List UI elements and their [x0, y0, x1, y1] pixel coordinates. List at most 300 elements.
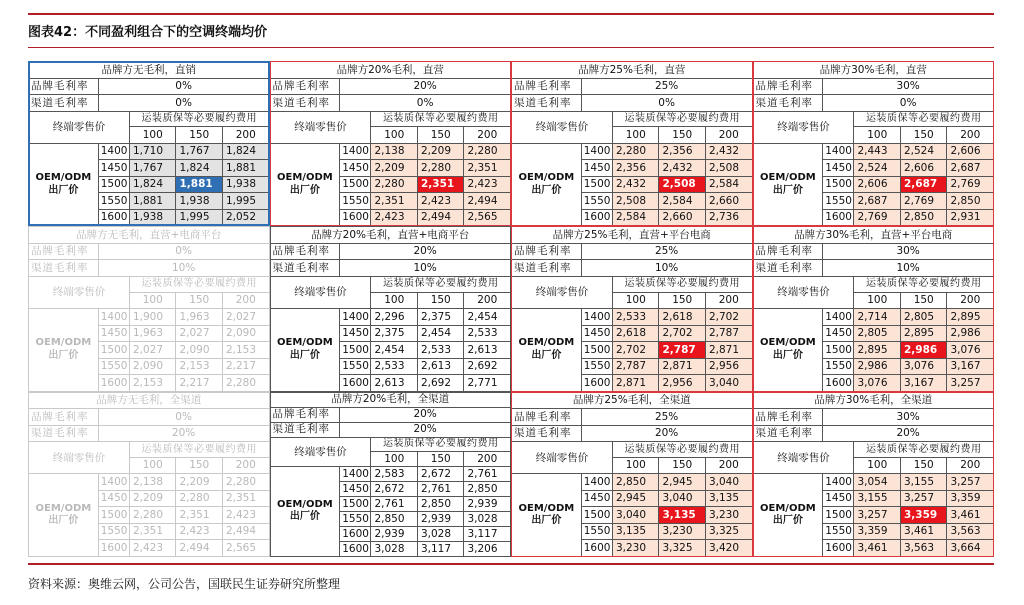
- retail-price-value: 1550: [340, 193, 371, 210]
- retail-price-header: 终端零售价: [29, 111, 130, 143]
- scenario-table: [28, 226, 270, 391]
- fees-header: 运装质保等必要履约费用: [612, 111, 752, 127]
- scenario-title: 品牌方20%毛利，直营+电商平台: [270, 227, 511, 244]
- fee-column-header: 150: [900, 292, 946, 309]
- fee-column-header: 150: [176, 127, 222, 144]
- factory-price-cell: 2,787: [705, 325, 752, 342]
- factory-price-cell: 2,153: [129, 375, 175, 392]
- fee-column-header: 150: [417, 292, 463, 309]
- factory-price-cell: 2,939: [464, 496, 511, 511]
- factory-price-cell: 2,871: [612, 375, 658, 392]
- oem-factory-label: [753, 309, 823, 392]
- factory-price-cell: 3,325: [705, 523, 752, 540]
- factory-price-cell: 2,027: [176, 325, 222, 342]
- channel-margin-value: 20%: [98, 425, 269, 442]
- retail-price-value: 1400: [581, 474, 612, 491]
- factory-price-cell: 2,986: [854, 358, 900, 375]
- retail-price-header: 终端零售价: [270, 111, 371, 143]
- channel-margin-label: 渠道毛利率: [753, 95, 823, 112]
- scenario-title: 品牌方25%毛利，直营: [512, 62, 753, 79]
- retail-price-value: 1450: [581, 325, 612, 342]
- factory-price-cell: 2,217: [222, 358, 269, 375]
- scenario-block: [28, 61, 270, 226]
- factory-price-cell: 3,155: [900, 474, 946, 491]
- factory-price-cell: 2,565: [464, 209, 511, 226]
- factory-price-cell: 2,432: [612, 176, 658, 193]
- fee-column-header: 200: [947, 457, 994, 474]
- factory-price-cell: 3,155: [854, 490, 900, 507]
- factory-price-label: 出厂价: [531, 349, 562, 361]
- fee-column-header: 100: [854, 127, 900, 144]
- factory-price-cell: 2,280: [176, 490, 222, 507]
- factory-price-cell: 2,280: [222, 375, 269, 392]
- factory-price-cell: 2,687: [854, 193, 900, 210]
- factory-price-cell: 2,895: [900, 325, 946, 342]
- factory-price-cell: 3,257: [947, 375, 994, 392]
- scenario-title: 品牌方无毛利，直营+电商平台: [29, 227, 270, 244]
- fee-column-header: 150: [659, 457, 705, 474]
- title-rule: [28, 47, 994, 48]
- retail-price-value: 1550: [98, 523, 129, 540]
- scenario-title: 品牌方20%毛利，直营: [270, 62, 511, 79]
- factory-price-cell: 3,359: [947, 490, 994, 507]
- fees-header: 运装质保等必要履约费用: [129, 276, 269, 292]
- scenario-title: 品牌方20%毛利，全渠道: [270, 392, 511, 407]
- retail-price-header: 终端零售价: [512, 111, 613, 143]
- fee-column-header: 150: [417, 127, 463, 144]
- brand-margin-label: 品牌毛利率: [270, 78, 340, 95]
- fees-header: 运装质保等必要履约费用: [612, 442, 752, 458]
- channel-margin-value: 0%: [340, 95, 511, 112]
- channel-margin-label: 渠道毛利率: [512, 95, 582, 112]
- fee-column-header: 200: [222, 127, 269, 144]
- fee-column-header: 200: [464, 292, 511, 309]
- factory-price-cell: 2,956: [705, 358, 752, 375]
- oem-factory-label: [29, 474, 99, 557]
- factory-price-cell: 2,209: [371, 160, 417, 177]
- retail-price-value: 1450: [581, 490, 612, 507]
- retail-price-header: 终端零售价: [270, 437, 371, 466]
- factory-price-cell: 3,135: [705, 490, 752, 507]
- factory-price-cell: 2,533: [612, 309, 658, 326]
- factory-price-cell: 2,027: [222, 309, 269, 326]
- brand-margin-value: 20%: [340, 243, 511, 260]
- retail-price-header: 终端零售价: [29, 276, 130, 308]
- fee-column-header: 200: [222, 457, 269, 474]
- retail-price-value: 1500: [581, 507, 612, 524]
- factory-price-cell: 2,296: [371, 309, 417, 326]
- factory-price-cell: 2,769: [900, 193, 946, 210]
- scenario-table: [511, 392, 753, 557]
- fee-column-header: 200: [947, 127, 994, 144]
- factory-price-cell: 2,138: [129, 474, 175, 491]
- factory-price-cell: 2,736: [705, 209, 752, 226]
- retail-price-value: 1550: [340, 358, 371, 375]
- factory-price-cell: 2,895: [854, 342, 900, 359]
- retail-price-value: 1450: [340, 160, 371, 177]
- channel-margin-label: 渠道毛利率: [29, 425, 99, 442]
- retail-price-value: 1550: [823, 358, 854, 375]
- factory-price-cell: 2,209: [176, 474, 222, 491]
- brand-margin-label: 品牌毛利率: [753, 409, 823, 426]
- channel-margin-value: 0%: [98, 95, 269, 112]
- factory-price-cell: 2,217: [176, 375, 222, 392]
- factory-price-cell: 2,454: [464, 309, 511, 326]
- factory-price-cell: 3,040: [705, 375, 752, 392]
- retail-price-value: 1400: [340, 466, 371, 481]
- factory-price-cell: 1,995: [222, 193, 269, 210]
- factory-price-cell: 1,767: [129, 160, 175, 177]
- factory-price-cell: 2,508: [705, 160, 752, 177]
- bottom-rule: [28, 563, 994, 565]
- factory-price-label: 出厂价: [289, 511, 320, 523]
- retail-price-value: 1600: [581, 375, 612, 392]
- brand-margin-label: 品牌毛利率: [29, 243, 99, 260]
- factory-price-cell: 2,351: [371, 193, 417, 210]
- factory-price-cell: 3,359: [854, 523, 900, 540]
- channel-margin-label: 渠道毛利率: [512, 260, 582, 277]
- factory-price-cell: 2,524: [854, 160, 900, 177]
- factory-price-cell: 1,881: [222, 160, 269, 177]
- oem-label: OEM/ODM: [760, 172, 816, 184]
- channel-margin-value: 10%: [98, 260, 269, 277]
- retail-price-value: 1500: [581, 176, 612, 193]
- oem-factory-label: [512, 474, 582, 557]
- fees-header: 运装质保等必要履约费用: [371, 437, 511, 451]
- fee-column-header: 100: [612, 457, 658, 474]
- factory-price-cell: 2,423: [129, 540, 175, 557]
- fees-header: 运装质保等必要履约费用: [612, 276, 752, 292]
- factory-price-label: 出厂价: [531, 515, 562, 527]
- factory-price-cell: 2,443: [854, 143, 900, 160]
- factory-price-cell: 2,494: [222, 523, 269, 540]
- factory-price-cell: 2,692: [417, 375, 463, 392]
- brand-margin-label: 品牌毛利率: [270, 407, 340, 422]
- factory-price-cell: 3,359: [900, 507, 946, 524]
- factory-price-cell: 1,824: [222, 143, 269, 160]
- fee-column-header: 200: [464, 127, 511, 144]
- retail-price-value: 1600: [98, 209, 129, 226]
- fee-column-header: 100: [371, 127, 417, 144]
- oem-label: OEM/ODM: [760, 337, 816, 349]
- channel-margin-label: 渠道毛利率: [29, 260, 99, 277]
- retail-price-value: 1600: [340, 541, 371, 556]
- oem-label: OEM/ODM: [35, 172, 92, 184]
- factory-price-cell: 2,769: [854, 209, 900, 226]
- retail-price-value: 1500: [340, 342, 371, 359]
- top-rule: [28, 13, 994, 15]
- scenario-title: 品牌方30%毛利，直营+平台电商: [753, 227, 994, 244]
- factory-price-cell: 2,702: [659, 325, 705, 342]
- retail-price-value: 1450: [581, 160, 612, 177]
- factory-price-cell: 2,423: [176, 523, 222, 540]
- retail-price-value: 1450: [340, 481, 371, 496]
- retail-price-header: 终端零售价: [512, 442, 613, 474]
- factory-price-cell: 3,076: [854, 375, 900, 392]
- brand-margin-value: 0%: [98, 243, 269, 260]
- factory-price-cell: 2,280: [222, 474, 269, 491]
- factory-price-cell: 2,702: [612, 342, 658, 359]
- scenario-table: [28, 61, 270, 226]
- factory-price-cell: 3,167: [900, 375, 946, 392]
- fee-column-header: 100: [854, 292, 900, 309]
- factory-price-cell: 2,606: [947, 143, 994, 160]
- retail-price-value: 1600: [340, 375, 371, 392]
- factory-price-cell: 2,761: [417, 481, 463, 496]
- factory-price-label: 出厂价: [531, 184, 562, 196]
- factory-price-cell: 2,494: [464, 193, 511, 210]
- fee-column-header: 150: [900, 457, 946, 474]
- factory-price-cell: 2,153: [176, 358, 222, 375]
- brand-margin-label: 品牌毛利率: [29, 78, 99, 95]
- fee-column-header: 200: [705, 127, 752, 144]
- channel-margin-label: 渠道毛利率: [270, 422, 340, 437]
- retail-price-value: 1600: [98, 540, 129, 557]
- scenario-title: 品牌方30%毛利，直营: [753, 62, 994, 79]
- scenario-table: [753, 392, 995, 557]
- brand-margin-label: 品牌毛利率: [512, 243, 582, 260]
- factory-price-cell: 2,090: [176, 342, 222, 359]
- factory-price-cell: 2,351: [129, 523, 175, 540]
- factory-price-cell: 2,805: [854, 325, 900, 342]
- factory-price-cell: 2,209: [417, 143, 463, 160]
- factory-price-cell: 2,660: [705, 193, 752, 210]
- factory-price-label: 出厂价: [289, 349, 320, 361]
- scenario-block: [270, 392, 512, 557]
- factory-price-cell: 2,939: [417, 511, 463, 526]
- figure-title: 图表42：不同盈利组合下的空调终端均价: [28, 25, 268, 40]
- retail-price-header: 终端零售价: [512, 276, 613, 308]
- scenario-block: [511, 392, 753, 557]
- factory-price-cell: 2,850: [900, 209, 946, 226]
- retail-price-value: 1600: [581, 209, 612, 226]
- retail-price-value: 1450: [98, 160, 129, 177]
- factory-price-cell: 2,533: [371, 358, 417, 375]
- factory-price-cell: 2,090: [129, 358, 175, 375]
- channel-margin-label: 渠道毛利率: [753, 425, 823, 442]
- fee-column-header: 200: [947, 292, 994, 309]
- factory-price-cell: 2,761: [371, 496, 417, 511]
- factory-price-cell: 3,076: [947, 342, 994, 359]
- fee-column-header: 100: [129, 292, 175, 309]
- factory-price-cell: 2,027: [129, 342, 175, 359]
- factory-price-cell: 2,613: [464, 342, 511, 359]
- channel-margin-label: 渠道毛利率: [753, 260, 823, 277]
- scenario-table: [753, 226, 995, 391]
- channel-margin-value: 0%: [823, 95, 994, 112]
- factory-price-cell: 2,771: [464, 375, 511, 392]
- scenario-block: [753, 226, 995, 391]
- factory-price-cell: 2,584: [612, 209, 658, 226]
- factory-price-cell: 3,135: [659, 507, 705, 524]
- factory-price-cell: 3,028: [417, 526, 463, 541]
- source-note: 资料来源：奥维云网，公司公告，国联民生证券研究所整理: [28, 577, 341, 591]
- retail-price-value: 1400: [340, 309, 371, 326]
- factory-price-cell: 2,138: [371, 143, 417, 160]
- retail-price-value: 1600: [823, 540, 854, 557]
- scenario-table: [28, 392, 270, 557]
- factory-price-label: 出厂价: [48, 349, 79, 361]
- factory-price-cell: 2,850: [947, 193, 994, 210]
- factory-price-cell: 2,454: [371, 342, 417, 359]
- factory-price-cell: 2,692: [464, 358, 511, 375]
- oem-label: OEM/ODM: [277, 498, 333, 510]
- retail-price-value: 1550: [581, 358, 612, 375]
- fee-column-header: 100: [612, 292, 658, 309]
- retail-price-value: 1500: [340, 496, 371, 511]
- factory-price-cell: 2,787: [612, 358, 658, 375]
- factory-price-cell: 1,938: [129, 209, 175, 226]
- brand-margin-value: 25%: [581, 409, 752, 426]
- factory-price-cell: 2,850: [371, 511, 417, 526]
- fees-header: 运装质保等必要履约费用: [371, 111, 511, 127]
- factory-price-cell: 1,710: [129, 143, 175, 160]
- factory-price-cell: 2,052: [222, 209, 269, 226]
- factory-price-cell: 2,508: [612, 193, 658, 210]
- factory-price-label: 出厂价: [772, 515, 803, 527]
- factory-price-cell: 2,702: [705, 309, 752, 326]
- retail-price-value: 1500: [581, 342, 612, 359]
- retail-price-value: 1550: [581, 193, 612, 210]
- factory-price-cell: 2,850: [612, 474, 658, 491]
- fee-column-header: 100: [129, 127, 175, 144]
- factory-price-cell: 2,895: [947, 309, 994, 326]
- factory-price-cell: 2,423: [417, 193, 463, 210]
- factory-price-label: 出厂价: [48, 515, 79, 527]
- factory-price-cell: 2,613: [417, 358, 463, 375]
- brand-margin-value: 25%: [581, 78, 752, 95]
- factory-price-cell: 2,618: [659, 309, 705, 326]
- factory-price-cell: 2,931: [947, 209, 994, 226]
- oem-factory-label: [29, 143, 99, 226]
- factory-price-cell: 2,423: [464, 176, 511, 193]
- brand-margin-value: 0%: [98, 78, 269, 95]
- fee-column-header: 150: [417, 451, 463, 466]
- channel-margin-value: 10%: [340, 260, 511, 277]
- factory-price-cell: 3,257: [947, 474, 994, 491]
- factory-price-cell: 2,356: [659, 143, 705, 160]
- fee-column-header: 150: [659, 292, 705, 309]
- fee-column-header: 100: [129, 457, 175, 474]
- factory-price-cell: 2,153: [222, 342, 269, 359]
- brand-margin-label: 品牌毛利率: [753, 243, 823, 260]
- brand-margin-label: 品牌毛利率: [512, 409, 582, 426]
- factory-price-cell: 2,850: [417, 496, 463, 511]
- factory-price-cell: 2,769: [947, 176, 994, 193]
- factory-price-cell: 2,606: [854, 176, 900, 193]
- factory-price-cell: 2,432: [659, 160, 705, 177]
- factory-price-cell: 3,325: [659, 540, 705, 557]
- price-matrix: [28, 61, 994, 557]
- factory-price-cell: 2,714: [854, 309, 900, 326]
- factory-price-cell: 2,494: [417, 209, 463, 226]
- factory-price-cell: 2,583: [371, 466, 417, 481]
- oem-label: OEM/ODM: [518, 337, 575, 349]
- factory-price-cell: 2,687: [947, 160, 994, 177]
- fee-column-header: 200: [464, 451, 511, 466]
- oem-factory-label: [753, 474, 823, 557]
- factory-price-cell: 3,230: [705, 507, 752, 524]
- brand-margin-label: 品牌毛利率: [512, 78, 582, 95]
- factory-price-cell: 2,356: [612, 160, 658, 177]
- scenario-table: [511, 226, 753, 391]
- factory-price-label: 出厂价: [48, 184, 79, 196]
- scenario-table: [753, 61, 995, 226]
- factory-price-cell: 1,963: [176, 309, 222, 326]
- scenario-title: 品牌方25%毛利，直营+平台电商: [512, 227, 753, 244]
- factory-price-cell: 1,963: [129, 325, 175, 342]
- scenario-block: [28, 226, 270, 391]
- factory-price-cell: 3,563: [947, 523, 994, 540]
- retail-price-value: 1450: [823, 160, 854, 177]
- factory-price-cell: 2,618: [612, 325, 658, 342]
- channel-margin-value: 20%: [823, 425, 994, 442]
- factory-price-cell: 2,939: [371, 526, 417, 541]
- factory-price-cell: 2,524: [900, 143, 946, 160]
- factory-price-cell: 2,761: [464, 466, 511, 481]
- factory-price-cell: 2,584: [705, 176, 752, 193]
- retail-price-value: 1450: [98, 325, 129, 342]
- scenario-table: [511, 61, 753, 226]
- factory-price-cell: 3,040: [612, 507, 658, 524]
- factory-price-cell: 2,280: [129, 507, 175, 524]
- retail-price-value: 1500: [823, 342, 854, 359]
- retail-price-value: 1450: [340, 325, 371, 342]
- factory-price-cell: 2,850: [464, 481, 511, 496]
- scenario-title: 品牌方30%毛利，全渠道: [753, 392, 994, 409]
- brand-margin-value: 0%: [98, 409, 269, 426]
- factory-price-cell: 2,805: [900, 309, 946, 326]
- factory-price-cell: 2,584: [659, 193, 705, 210]
- factory-price-cell: 3,028: [464, 511, 511, 526]
- factory-price-cell: 2,871: [659, 358, 705, 375]
- fee-column-header: 200: [705, 457, 752, 474]
- factory-price-cell: 3,040: [659, 490, 705, 507]
- channel-margin-value: 0%: [581, 95, 752, 112]
- factory-price-cell: 2,787: [659, 342, 705, 359]
- fee-column-header: 200: [222, 292, 269, 309]
- factory-price-cell: 3,028: [371, 541, 417, 556]
- oem-label: OEM/ODM: [35, 502, 92, 514]
- retail-price-header: 终端零售价: [753, 442, 854, 474]
- channel-margin-value: 10%: [581, 260, 752, 277]
- oem-label: OEM/ODM: [518, 502, 575, 514]
- retail-price-value: 1600: [98, 375, 129, 392]
- retail-price-header: 终端零售价: [753, 111, 854, 143]
- factory-price-label: 出厂价: [772, 349, 803, 361]
- fee-column-header: 150: [659, 127, 705, 144]
- factory-price-cell: 2,660: [659, 209, 705, 226]
- factory-price-cell: 1,900: [129, 309, 175, 326]
- retail-price-value: 1400: [98, 474, 129, 491]
- retail-price-value: 1500: [823, 507, 854, 524]
- factory-price-cell: 3,206: [464, 541, 511, 556]
- oem-factory-label: [270, 143, 340, 226]
- oem-factory-label: [753, 143, 823, 226]
- brand-margin-label: 品牌毛利率: [753, 78, 823, 95]
- oem-factory-label: [270, 466, 340, 556]
- scenario-table: [270, 61, 512, 226]
- factory-price-cell: 3,076: [900, 358, 946, 375]
- factory-price-cell: 2,945: [659, 474, 705, 491]
- brand-margin-value: 20%: [340, 407, 511, 422]
- scenario-block: [270, 226, 512, 391]
- factory-price-cell: 2,432: [705, 143, 752, 160]
- fees-header: 运装质保等必要履约费用: [854, 111, 994, 127]
- factory-price-cell: 2,986: [947, 325, 994, 342]
- factory-price-cell: 2,280: [612, 143, 658, 160]
- factory-price-cell: 2,565: [222, 540, 269, 557]
